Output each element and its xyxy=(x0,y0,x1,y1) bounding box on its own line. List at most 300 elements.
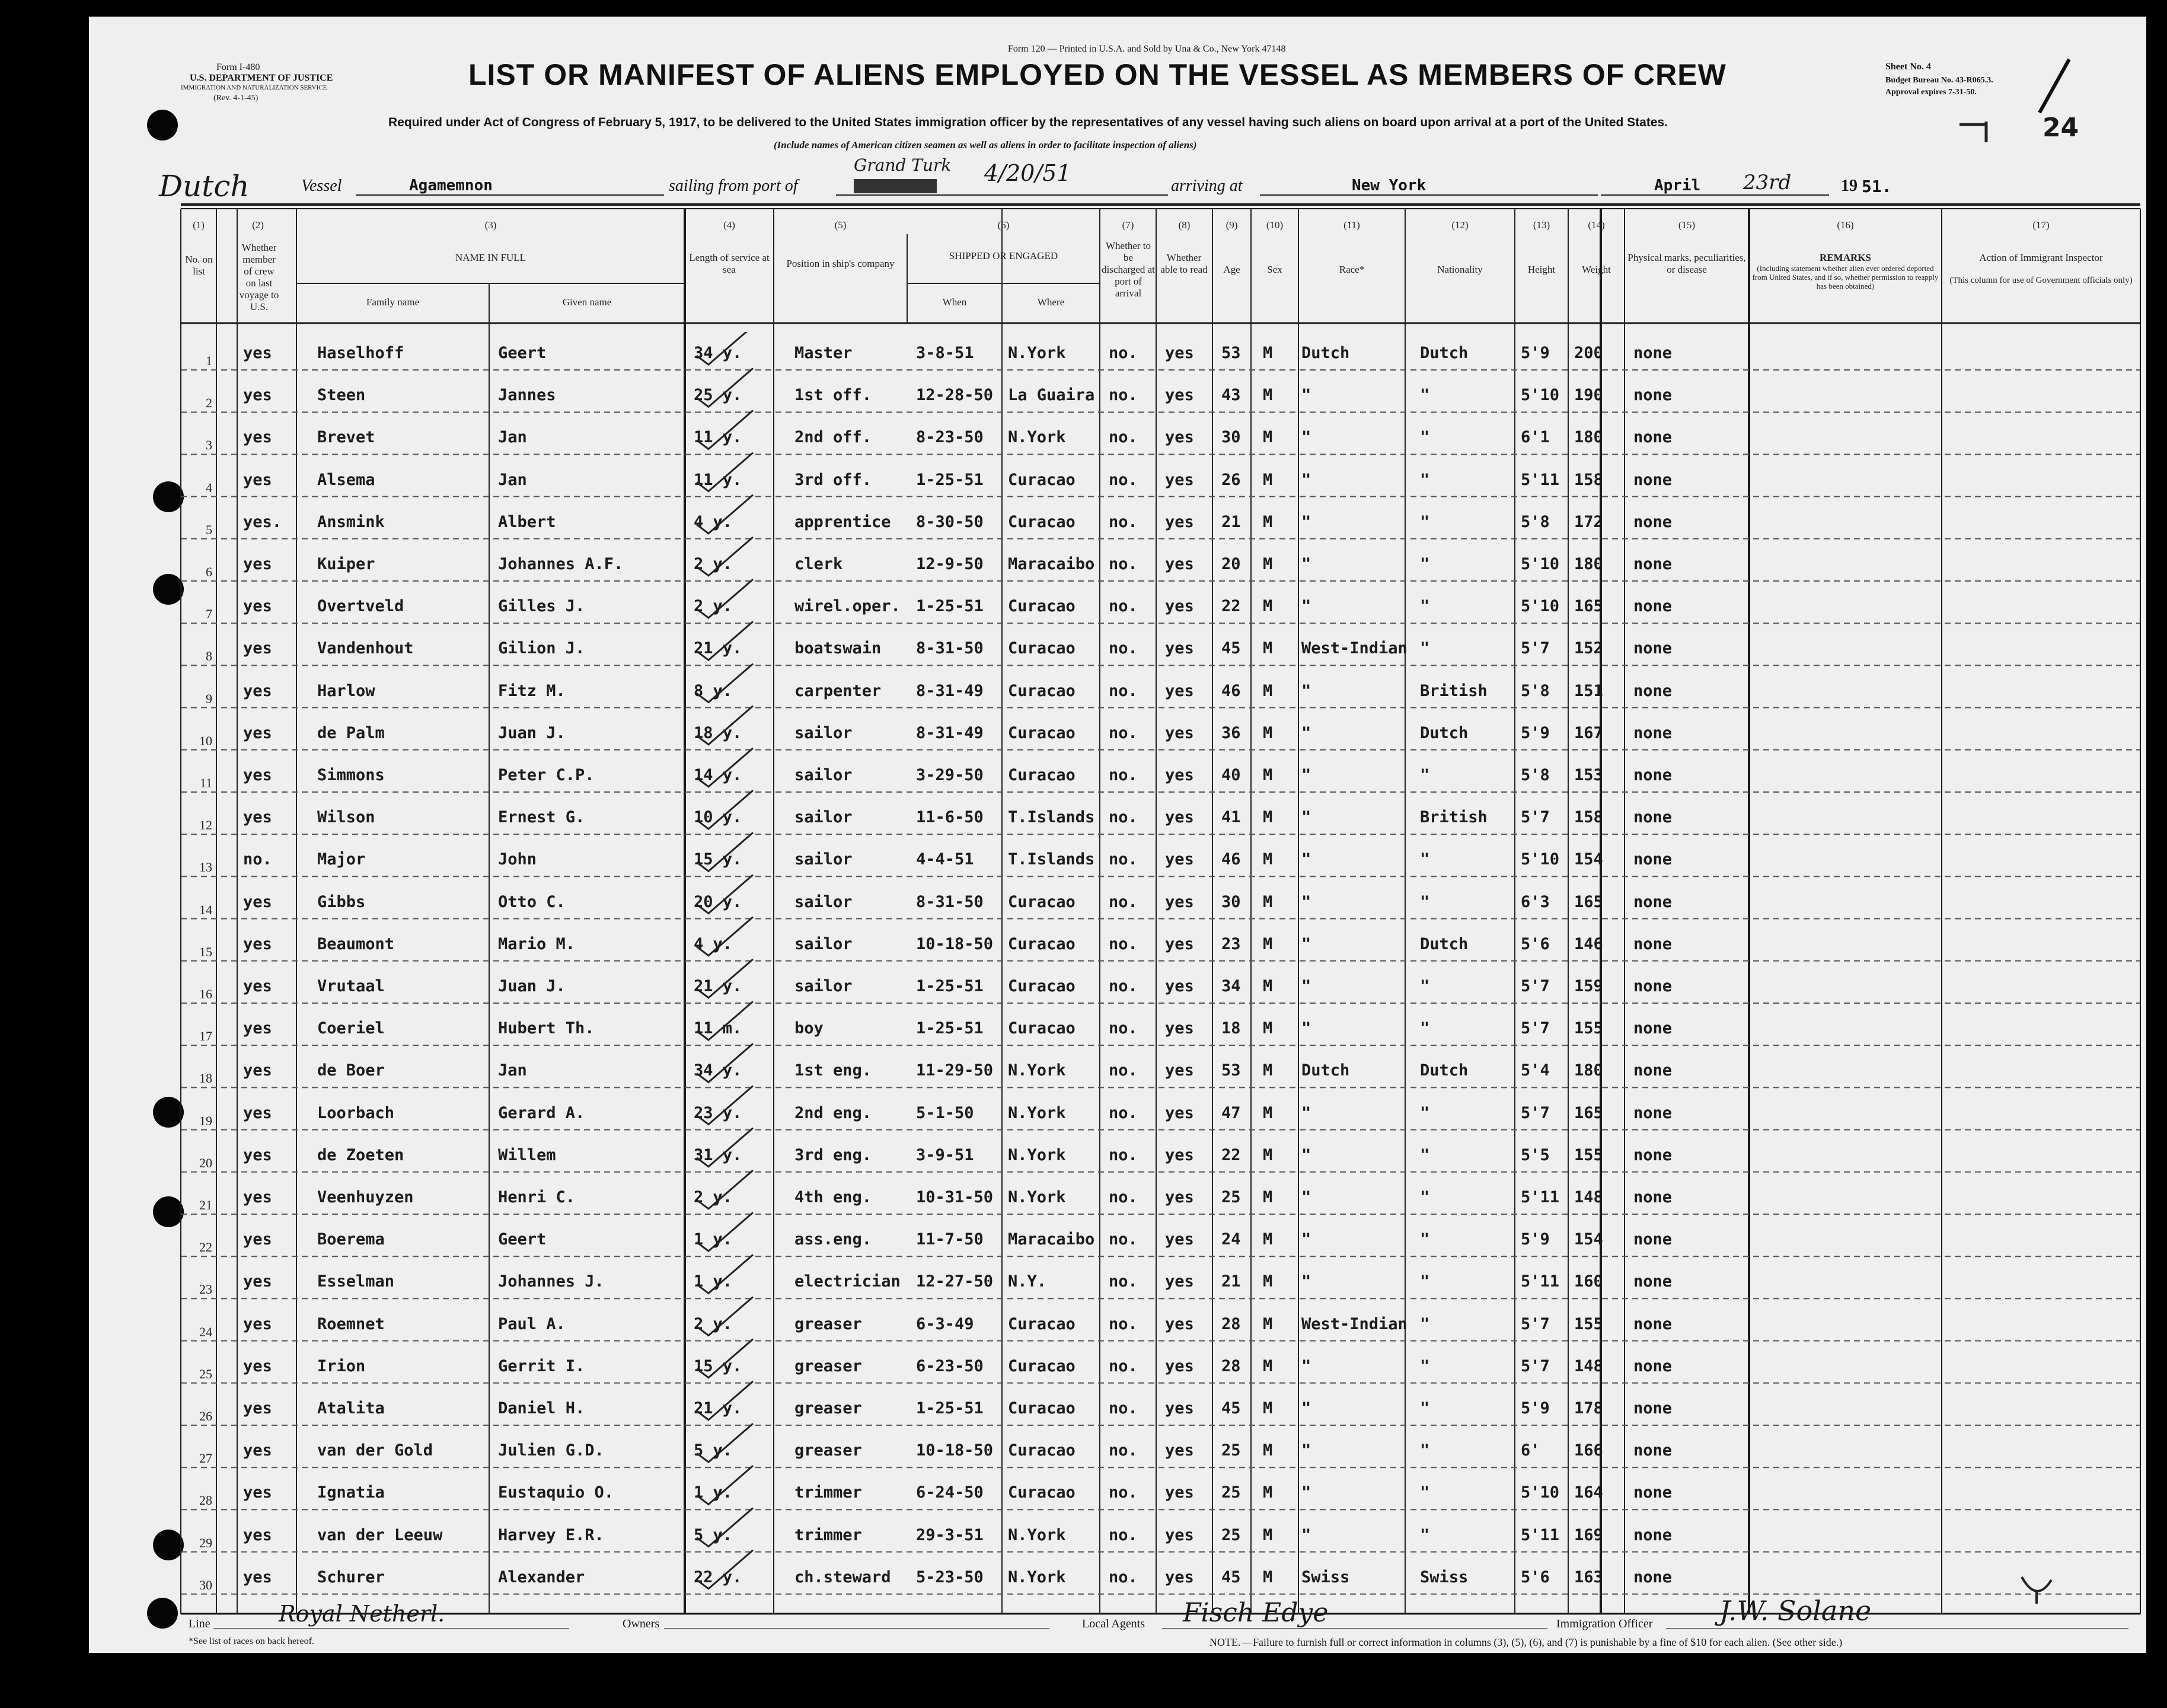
cell-able-to-read: yes xyxy=(1165,428,1194,447)
cell-physical-marks: none xyxy=(1633,934,1673,953)
cell-able-to-read: yes xyxy=(1165,1272,1194,1291)
cell-able-to-read: yes xyxy=(1165,597,1194,616)
row-number: 23 xyxy=(199,1282,212,1297)
cell-race: " xyxy=(1301,850,1311,869)
cell-physical-marks: none xyxy=(1633,1019,1673,1038)
cell-weight: 155 xyxy=(1574,1019,1603,1038)
cell-given-name: Geert xyxy=(498,344,547,362)
tally-check-icon xyxy=(697,1381,753,1420)
row-number: 2 xyxy=(206,395,212,411)
cell-weight: 163 xyxy=(1574,1567,1603,1586)
cell-discharged: no. xyxy=(1109,555,1138,573)
cell-position: sailor xyxy=(794,977,853,995)
cell-family-name: de Boer xyxy=(317,1061,385,1080)
cell-race: " xyxy=(1301,723,1311,742)
cell-sex: M xyxy=(1263,555,1273,573)
cell-height: 6'1 xyxy=(1521,428,1550,447)
row-number: 1 xyxy=(206,353,212,368)
cell-last-voyage: yes xyxy=(243,934,272,953)
form-title: LIST OR MANIFEST OF ALIENS EMPLOYED ON THE VESSEL AS MEMBERS OF CREW xyxy=(468,58,1726,91)
cell-physical-marks: none xyxy=(1633,766,1673,784)
tally-check-icon xyxy=(697,1508,753,1547)
cell-race: " xyxy=(1301,1272,1311,1291)
header-name-in-full: NAME IN FULL xyxy=(455,252,526,263)
tally-check-icon xyxy=(697,368,753,407)
tally-check-icon xyxy=(697,621,753,660)
cell-given-name: Jan xyxy=(498,470,527,489)
cell-physical-marks: none xyxy=(1633,1188,1673,1206)
row-number: 7 xyxy=(206,606,212,622)
cell-given-name: Johannes A.F. xyxy=(498,555,624,573)
cell-race: " xyxy=(1301,1188,1311,1206)
cell-able-to-read: yes xyxy=(1165,977,1194,995)
cell-able-to-read: yes xyxy=(1165,681,1194,700)
cell-able-to-read: yes xyxy=(1165,850,1194,869)
year-prefix: 19 xyxy=(1841,177,1858,195)
cell-length-of-service: 4 y. xyxy=(694,512,733,531)
cell-discharged: no. xyxy=(1109,1188,1138,1206)
cell-sex: M xyxy=(1263,977,1273,995)
cell-shipped-where: N.York xyxy=(1008,1103,1066,1122)
agents-label: Local Agents xyxy=(1082,1617,1145,1630)
cell-age: 21 xyxy=(1221,1272,1241,1291)
col-num: (13) xyxy=(1533,219,1550,231)
cell-family-name: Roemnet xyxy=(317,1314,385,1333)
tally-check-icon xyxy=(697,1254,753,1293)
cell-race: Dutch xyxy=(1301,344,1350,362)
cell-last-voyage: yes xyxy=(243,470,272,489)
cell-age: 22 xyxy=(1221,597,1241,616)
cell-shipped-when: 8-23-50 xyxy=(916,428,984,447)
cell-age: 53 xyxy=(1221,344,1241,362)
cell-physical-marks: none xyxy=(1633,386,1673,405)
cell-race: " xyxy=(1301,1441,1311,1460)
cell-discharged: no. xyxy=(1109,808,1138,827)
cell-height: 5'6 xyxy=(1521,934,1550,953)
cell-race: West-Indian xyxy=(1301,639,1408,658)
corner-mark: 24 xyxy=(2042,113,2079,143)
cell-shipped-when: 3-8-51 xyxy=(916,344,974,362)
cell-weight: 152 xyxy=(1574,639,1603,658)
cell-given-name: Julien G.D. xyxy=(498,1441,604,1460)
cell-nationality: " xyxy=(1420,977,1430,995)
cell-length-of-service: 15 y. xyxy=(694,1356,742,1375)
col-num: (1) xyxy=(193,219,205,231)
cell-given-name: Johannes J. xyxy=(498,1272,604,1291)
cell-position: greaser xyxy=(794,1314,862,1333)
cell-height: 5'11 xyxy=(1521,1272,1560,1291)
cell-nationality: " xyxy=(1420,597,1430,616)
cell-family-name: Gibbs xyxy=(317,892,366,911)
form-number: Form I-480 xyxy=(216,62,260,72)
cell-length-of-service: 14 y. xyxy=(694,766,742,784)
cell-family-name: Harlow xyxy=(317,681,375,700)
cell-family-name: Haselhoff xyxy=(317,344,404,362)
cell-able-to-read: yes xyxy=(1165,470,1194,489)
cell-height: 5'9 xyxy=(1521,723,1550,742)
cell-weight: 200 xyxy=(1574,344,1603,362)
cell-position: sailor xyxy=(794,934,853,953)
col-num: (14) xyxy=(1588,219,1605,231)
cell-discharged: no. xyxy=(1109,723,1138,742)
cell-sex: M xyxy=(1263,470,1273,489)
cell-shipped-where: Curacao xyxy=(1008,977,1075,995)
cell-family-name: de Zoeten xyxy=(317,1145,404,1164)
cell-physical-marks: none xyxy=(1633,1399,1673,1418)
cell-race: " xyxy=(1301,1399,1311,1418)
cell-able-to-read: yes xyxy=(1165,1483,1194,1502)
cell-given-name: Jan xyxy=(498,428,527,447)
tally-check-icon xyxy=(697,832,753,871)
cell-position: wirel.oper. xyxy=(794,597,901,616)
header-sex: Sex xyxy=(1267,264,1282,275)
cell-sex: M xyxy=(1263,1567,1273,1586)
cell-family-name: Veenhuyzen xyxy=(317,1188,414,1206)
cell-age: 26 xyxy=(1221,470,1241,489)
cell-sex: M xyxy=(1263,1103,1273,1122)
cell-nationality: " xyxy=(1420,555,1430,573)
cell-shipped-when: 1-25-51 xyxy=(916,1019,984,1038)
col-num: (7) xyxy=(1122,219,1134,231)
cell-length-of-service: 22 y. xyxy=(694,1567,742,1586)
cell-family-name: Irion xyxy=(317,1356,366,1375)
cell-length-of-service: 10 y. xyxy=(694,808,742,827)
header-where: Where xyxy=(1037,296,1065,308)
header-age: Age xyxy=(1223,264,1240,275)
cell-sex: M xyxy=(1263,1483,1273,1502)
cell-position: trimmer xyxy=(794,1525,862,1544)
header-weight: Weight xyxy=(1582,264,1611,275)
vessel-nationality: Dutch xyxy=(159,169,250,203)
cell-nationality: " xyxy=(1420,892,1430,911)
cell-shipped-when: 10-31-50 xyxy=(916,1188,994,1206)
cell-height: 6'3 xyxy=(1521,892,1550,911)
cell-position: sailor xyxy=(794,723,853,742)
cell-shipped-where: Curacao xyxy=(1008,1441,1075,1460)
vessel-name: Agamemnon xyxy=(409,177,493,194)
tally-check-icon xyxy=(697,1550,753,1589)
row-number: 9 xyxy=(206,691,212,706)
cell-weight: 172 xyxy=(1574,512,1603,531)
row-number: 25 xyxy=(199,1366,212,1381)
cell-last-voyage: yes xyxy=(243,892,272,911)
cell-physical-marks: none xyxy=(1633,1567,1673,1586)
cell-shipped-where: Curacao xyxy=(1008,723,1075,742)
cell-nationality: " xyxy=(1420,1145,1430,1164)
row-number: 5 xyxy=(206,522,212,537)
cell-length-of-service: 2 y. xyxy=(694,1314,733,1333)
col-num: (17) xyxy=(2032,219,2050,231)
cell-position: ass.eng. xyxy=(794,1230,872,1249)
cell-length-of-service: 4 y. xyxy=(694,934,733,953)
header-crew-last-voyage: Whether member of crew on last voyage to U.S. xyxy=(239,242,279,312)
cell-race: " xyxy=(1301,892,1311,911)
cell-length-of-service: 11 y. xyxy=(694,470,742,489)
cell-weight: 146 xyxy=(1574,934,1603,953)
cell-weight: 190 xyxy=(1574,386,1603,405)
cell-age: 34 xyxy=(1221,977,1241,995)
cell-race: Dutch xyxy=(1301,1061,1350,1080)
cell-age: 47 xyxy=(1221,1103,1241,1122)
cell-age: 20 xyxy=(1221,555,1241,573)
cell-able-to-read: yes xyxy=(1165,1188,1194,1206)
col-num: (10) xyxy=(1266,219,1284,231)
cell-length-of-service: 11 y. xyxy=(694,428,742,447)
row-number: 27 xyxy=(199,1451,212,1466)
cell-sex: M xyxy=(1263,808,1273,827)
cell-age: 41 xyxy=(1221,808,1241,827)
header-remarks: REMARKS xyxy=(1820,252,1871,263)
cell-nationality: " xyxy=(1420,1230,1430,1249)
cell-discharged: no. xyxy=(1109,977,1138,995)
cell-last-voyage: yes xyxy=(243,428,272,447)
rule xyxy=(1162,1628,1547,1629)
cell-shipped-where: N.York xyxy=(1008,1061,1066,1080)
cell-sex: M xyxy=(1263,1061,1273,1080)
cell-sex: M xyxy=(1263,512,1273,531)
cell-length-of-service: 2 y. xyxy=(694,555,733,573)
vessel-label: Vessel xyxy=(301,177,342,195)
cell-shipped-where: N.York xyxy=(1008,1188,1066,1206)
tally-check-icon xyxy=(697,410,753,449)
cell-race: " xyxy=(1301,470,1311,489)
row-number: 28 xyxy=(199,1493,212,1508)
row-number: 3 xyxy=(206,438,212,453)
cell-length-of-service: 34 y. xyxy=(694,1061,742,1080)
cell-weight: 178 xyxy=(1574,1399,1603,1418)
cell-given-name: Gerrit I. xyxy=(498,1356,585,1375)
cell-discharged: no. xyxy=(1109,850,1138,869)
cell-given-name: Otto C. xyxy=(498,892,566,911)
printer-line: Form 120 — Printed in U.S.A. and Sold by Una & Co., New York 47148 xyxy=(1008,44,1286,54)
rule xyxy=(1666,1628,2128,1629)
rule xyxy=(664,1628,1049,1629)
cell-given-name: Peter C.P. xyxy=(498,766,595,784)
cell-race: Swiss xyxy=(1301,1567,1350,1586)
cell-height: 5'9 xyxy=(1521,1399,1550,1418)
cell-given-name: Ernest G. xyxy=(498,808,585,827)
cell-physical-marks: none xyxy=(1633,555,1673,573)
cell-height: 5'10 xyxy=(1521,597,1560,616)
cell-given-name: Jannes xyxy=(498,386,556,405)
cell-height: 5'10 xyxy=(1521,1483,1560,1502)
cell-weight: 154 xyxy=(1574,850,1603,869)
cell-discharged: no. xyxy=(1109,512,1138,531)
cell-weight: 165 xyxy=(1574,597,1603,616)
cell-length-of-service: 34 y. xyxy=(694,344,742,362)
cell-length-of-service: 20 y. xyxy=(694,892,742,911)
cell-shipped-when: 5-1-50 xyxy=(916,1103,974,1122)
cell-last-voyage: yes xyxy=(243,723,272,742)
cell-able-to-read: yes xyxy=(1165,1441,1194,1460)
cell-discharged: no. xyxy=(1109,892,1138,911)
cell-discharged: no. xyxy=(1109,428,1138,447)
cell-sex: M xyxy=(1263,723,1273,742)
row-number: 13 xyxy=(199,860,212,875)
line-label: Line xyxy=(189,1617,210,1630)
tally-check-icon xyxy=(697,1086,753,1125)
cell-given-name: Albert xyxy=(498,512,556,531)
cell-discharged: no. xyxy=(1109,1441,1138,1460)
cell-sex: M xyxy=(1263,1525,1273,1544)
cell-last-voyage: yes xyxy=(243,1356,272,1375)
cell-sex: M xyxy=(1263,1356,1273,1375)
row-number: 16 xyxy=(199,987,212,1001)
cell-length-of-service: 2 y. xyxy=(694,597,733,616)
header-shipped-or-engaged: SHIPPED OR ENGAGED xyxy=(949,250,1058,261)
cell-position: sailor xyxy=(794,766,853,784)
cell-shipped-where: La Guaira xyxy=(1008,386,1095,405)
cell-height: 5'4 xyxy=(1521,1061,1550,1080)
cell-sex: M xyxy=(1263,1019,1273,1038)
cell-position: trimmer xyxy=(794,1483,862,1502)
cell-family-name: Steen xyxy=(317,386,366,405)
cell-shipped-when: 6-23-50 xyxy=(916,1356,984,1375)
cell-race: " xyxy=(1301,1019,1311,1038)
cell-position: sailor xyxy=(794,808,853,827)
tally-check-icon xyxy=(697,1297,753,1336)
cell-last-voyage: yes xyxy=(243,597,272,616)
cell-shipped-where: Curacao xyxy=(1008,1314,1075,1333)
cell-given-name: Paul A. xyxy=(498,1314,566,1333)
cell-family-name: Kuiper xyxy=(317,555,375,573)
cell-last-voyage: yes xyxy=(243,1272,272,1291)
cell-discharged: no. xyxy=(1109,681,1138,700)
cell-age: 46 xyxy=(1221,850,1241,869)
tally-check-icon xyxy=(697,1043,753,1082)
header-given-name: Given name xyxy=(562,296,612,308)
cell-given-name: Juan J. xyxy=(498,723,566,742)
cell-sex: M xyxy=(1263,1272,1273,1291)
cell-given-name: Gilles J. xyxy=(498,597,585,616)
cell-last-voyage: yes xyxy=(243,1103,272,1122)
cell-physical-marks: none xyxy=(1633,344,1673,362)
cell-family-name: Simmons xyxy=(317,766,385,784)
cell-shipped-when: 1-25-51 xyxy=(916,977,984,995)
cell-given-name: Hubert Th. xyxy=(498,1019,595,1038)
cell-length-of-service: 15 y. xyxy=(694,850,742,869)
cell-length-of-service: 8 y. xyxy=(694,681,733,700)
cell-weight: 169 xyxy=(1574,1525,1603,1544)
sailing-date: 4/20/51 xyxy=(984,160,1071,186)
tally-check-icon xyxy=(697,1001,753,1040)
cell-sex: M xyxy=(1263,597,1273,616)
cell-position: greaser xyxy=(794,1356,862,1375)
cell-last-voyage: yes xyxy=(243,808,272,827)
cell-height: 5'7 xyxy=(1521,639,1550,658)
cell-height: 5'7 xyxy=(1521,1356,1550,1375)
cell-sex: M xyxy=(1263,850,1273,869)
cell-shipped-where: Curacao xyxy=(1008,470,1075,489)
cell-age: 24 xyxy=(1221,1230,1241,1249)
cell-nationality: " xyxy=(1420,639,1430,658)
cell-able-to-read: yes xyxy=(1165,344,1194,362)
cell-length-of-service: 5 y. xyxy=(694,1441,733,1460)
cell-position: 3rd off. xyxy=(794,470,872,489)
cell-sex: M xyxy=(1263,1230,1273,1249)
arrival-day: 23rd xyxy=(1743,171,1792,194)
cell-weight: 148 xyxy=(1574,1188,1603,1206)
cell-last-voyage: yes xyxy=(243,681,272,700)
cell-age: 46 xyxy=(1221,681,1241,700)
col-num: (12) xyxy=(1451,219,1469,231)
cell-physical-marks: none xyxy=(1633,1272,1673,1291)
cell-height: 5'7 xyxy=(1521,1019,1550,1038)
cell-able-to-read: yes xyxy=(1165,934,1194,953)
cell-sex: M xyxy=(1263,1188,1273,1206)
cell-able-to-read: yes xyxy=(1165,555,1194,573)
cell-able-to-read: yes xyxy=(1165,1103,1194,1122)
cell-height: 5'7 xyxy=(1521,1103,1550,1122)
cell-race: " xyxy=(1301,428,1311,447)
cell-weight: 158 xyxy=(1574,808,1603,827)
cell-discharged: no. xyxy=(1109,597,1138,616)
cell-sex: M xyxy=(1263,344,1273,362)
cell-able-to-read: yes xyxy=(1165,1399,1194,1418)
col-num: (9) xyxy=(1225,219,1238,231)
row-number: 19 xyxy=(199,1113,212,1128)
header-family-name: Family name xyxy=(366,296,420,308)
cell-shipped-when: 1-25-51 xyxy=(916,470,984,489)
col-num: (15) xyxy=(1678,219,1696,231)
cell-position: boatswain xyxy=(794,639,882,658)
cell-weight: 166 xyxy=(1574,1441,1603,1460)
cell-shipped-when: 1-25-51 xyxy=(916,1399,984,1418)
cell-last-voyage: yes xyxy=(243,1567,272,1586)
cell-position: apprentice xyxy=(794,512,891,531)
cell-given-name: John xyxy=(498,850,537,869)
cell-length-of-service: 2 y. xyxy=(694,1188,733,1206)
cell-shipped-when: 8-31-49 xyxy=(916,681,984,700)
cell-shipped-where: N.York xyxy=(1008,428,1066,447)
cell-age: 40 xyxy=(1221,766,1241,784)
cell-given-name: Geert xyxy=(498,1230,547,1249)
department: U.S. DEPARTMENT OF JUSTICE xyxy=(190,73,333,83)
cell-last-voyage: yes xyxy=(243,639,272,658)
tally-check-icon xyxy=(697,664,753,703)
cell-position: greaser xyxy=(794,1441,862,1460)
cell-shipped-when: 8-31-50 xyxy=(916,892,984,911)
cell-able-to-read: yes xyxy=(1165,639,1194,658)
cell-able-to-read: yes xyxy=(1165,1145,1194,1164)
cell-position: greaser xyxy=(794,1399,862,1418)
cell-position: Master xyxy=(794,344,853,362)
col-num: (16) xyxy=(1837,219,1854,231)
cell-given-name: Eustaquio O. xyxy=(498,1483,614,1502)
cell-nationality: British xyxy=(1420,681,1488,700)
cell-shipped-where: Curacao xyxy=(1008,766,1075,784)
cell-sex: M xyxy=(1263,1145,1273,1164)
cell-able-to-read: yes xyxy=(1165,1567,1194,1586)
cell-given-name: Henri C. xyxy=(498,1188,576,1206)
cell-nationality: " xyxy=(1420,428,1430,447)
header-physical-marks: Physical marks, peculiarities, or disease xyxy=(1627,252,1746,275)
cell-discharged: no. xyxy=(1109,1145,1138,1164)
cell-family-name: Vandenhout xyxy=(317,639,414,658)
cell-age: 43 xyxy=(1221,386,1241,405)
cell-race: " xyxy=(1301,597,1311,616)
initial-mark-icon xyxy=(2016,1571,2057,1607)
cell-shipped-when: 4-4-51 xyxy=(916,850,974,869)
cell-family-name: Brevet xyxy=(317,428,375,447)
cell-race: " xyxy=(1301,1103,1311,1122)
cell-last-voyage: yes. xyxy=(243,512,282,531)
cell-weight: 155 xyxy=(1574,1145,1603,1164)
cell-race: " xyxy=(1301,1356,1311,1375)
cell-given-name: Juan J. xyxy=(498,977,566,995)
cell-height: 5'7 xyxy=(1521,1314,1550,1333)
cell-height: 5'10 xyxy=(1521,850,1560,869)
